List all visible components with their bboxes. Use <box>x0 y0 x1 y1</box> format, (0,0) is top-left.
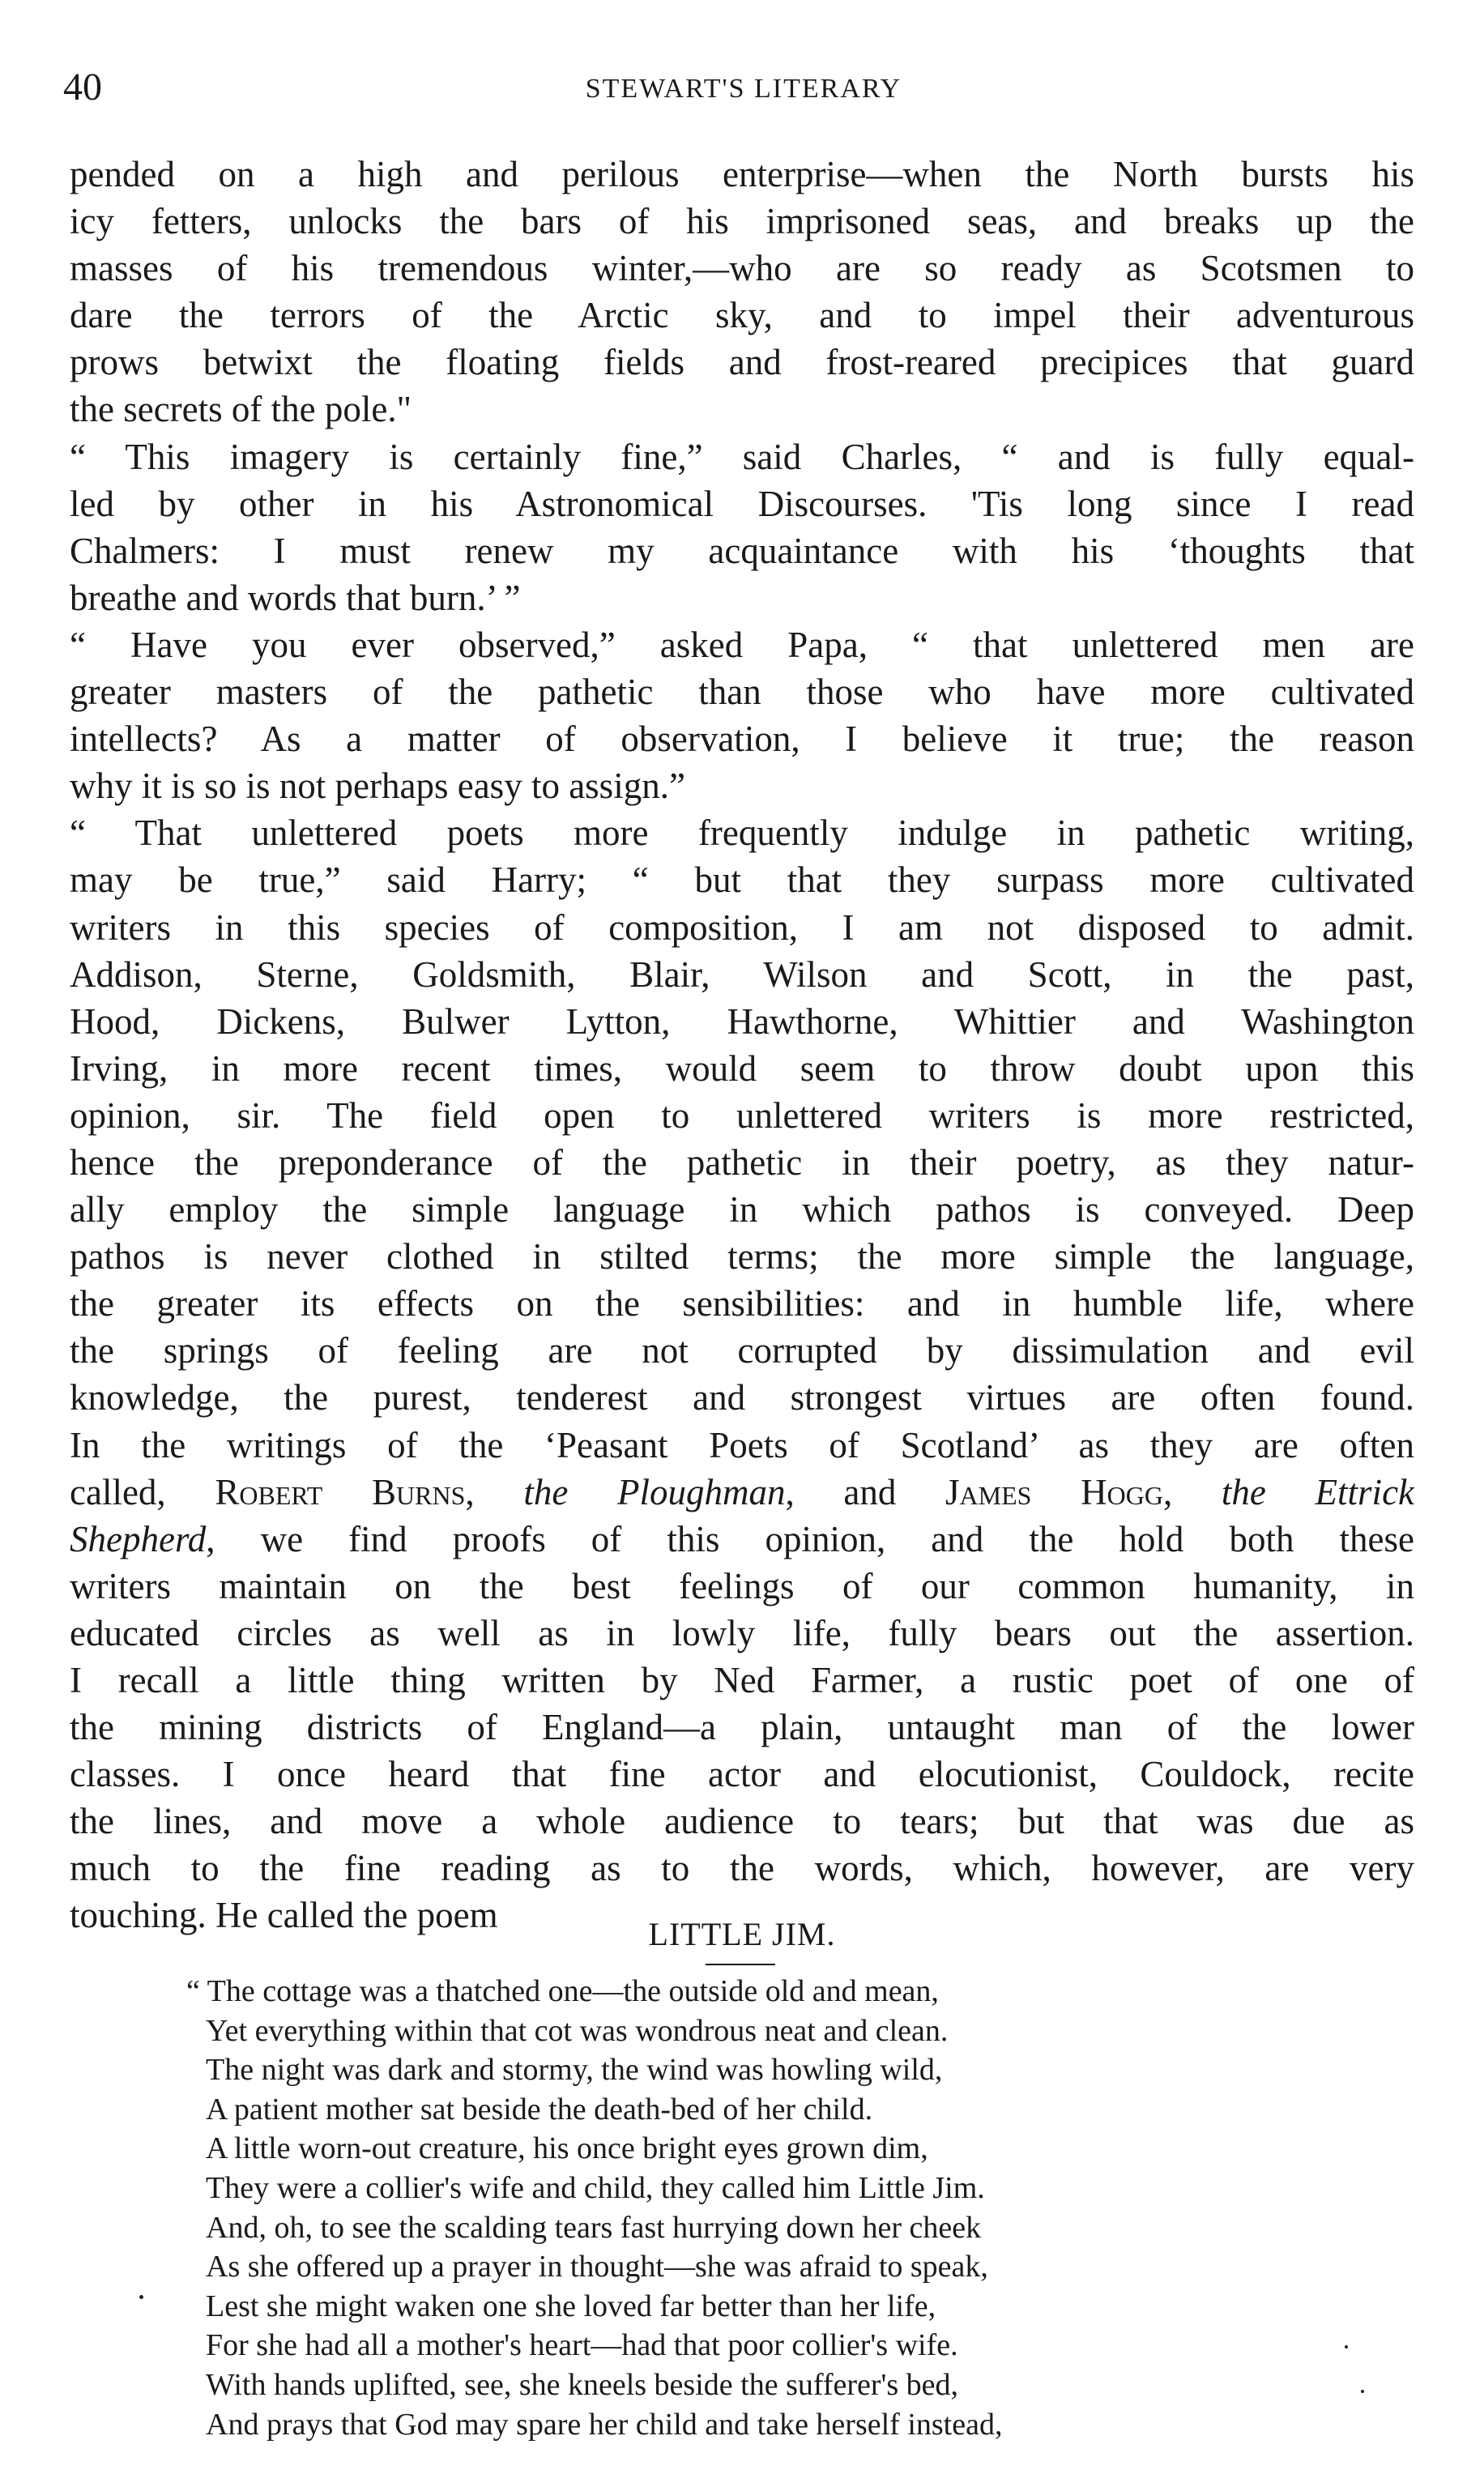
text-line: touching. He called the poem <box>70 1895 498 1936</box>
text-line: Shepherd, we find proofs of this opinion, and the hold both these <box>70 1518 1414 1559</box>
text-line: the greater its effects on the sensibilities: and in humble life, where <box>70 1283 1414 1325</box>
text-line: Hood, Dickens, Bulwer Lytton, Hawthorne, Whittier and Washington <box>70 1000 1414 1042</box>
text-line: “ Have you ever observed,” asked Papa, “ that unlettered men are <box>70 624 1414 665</box>
poem-line: With hands uplifted, see, she kneels beside the sufferer's bed, <box>206 2367 959 2402</box>
poem-line: As she offered up a prayer in thought—she was afraid to speak, <box>206 2250 988 2284</box>
poem-title: LITTLE JIM. <box>648 1916 836 1952</box>
running-head <box>63 63 1424 112</box>
text-line: Chalmers: I must renew my acquaintance with his ‘thoughts that <box>70 530 1414 571</box>
poem-line: A patient mother sat beside the death-bed of her child. <box>206 2092 873 2127</box>
text-line: may be true,” said Harry; “ but that they surpass more cultivated <box>70 860 1414 901</box>
poem-line: Lest she might waken one she loved far better than her life, <box>206 2289 936 2323</box>
text-line: prows betwixt the floating fields and frost-reared precipices that guard <box>70 342 1414 383</box>
text-line: why it is so is not perhaps easy to assign.” <box>70 766 685 807</box>
poem-body <box>186 1972 1361 2444</box>
text-line: dare the terrors of the Arctic sky, and to impel their adventurous <box>70 295 1414 336</box>
name-robert-burns: Robert Burns <box>215 1471 466 1512</box>
text-line: In the writings of the ‘Peasant Poets of Scotland’ as they are often <box>70 1424 1414 1465</box>
text-line: much to the fine reading as to the words, which, however, are very <box>70 1848 1414 1889</box>
ink-speck <box>139 2295 143 2299</box>
text-line: pathos is never clothed in stilted terms; the more simple the language, <box>70 1236 1414 1278</box>
text-line: called, Robert Burns, the Ploughman, and James Hogg, the Ettrick <box>70 1471 1414 1512</box>
text-line: the mining districts of England—a plain, untaught man of the lower <box>70 1707 1414 1748</box>
text-line: knowledge, the purest, tenderest and strongest virtues are often found. <box>70 1377 1414 1418</box>
text-line: opinion, sir. The field open to unlettered writers is more restricted, <box>70 1094 1414 1136</box>
text-line: “ That unlettered poets more frequently indulge in pathetic writing, <box>70 813 1414 854</box>
prose-body <box>70 151 1414 1939</box>
text-line: the secrets of the pole." <box>70 389 412 430</box>
text-line: I recall a little thing written by Ned Farmer, a rustic poet of one of <box>70 1660 1414 1700</box>
poem-line: Yet everything within that cot was wondrous neat and clean. <box>206 2013 949 2048</box>
text-line: breathe and words that burn.’ ” <box>70 577 521 618</box>
title-rule <box>706 1964 775 1965</box>
text-line: greater masters of the pathetic than those who have more cultivated <box>70 672 1414 713</box>
text-line: ally employ the simple language in which pathos is conveyed. Deep <box>70 1189 1414 1231</box>
text-line: “ This imagery is certainly fine,” said Charles, “ and is fully equal- <box>70 436 1414 477</box>
text-line: writers in this species of composition, I am not disposed to admit. <box>70 906 1414 948</box>
poem-line: And prays that God may spare her child and take herself instead, <box>206 2407 1003 2442</box>
text-line: icy fetters, unlocks the bars of his imprisoned seas, and breaks up the <box>70 201 1414 242</box>
text-line: pended on a high and perilous enterprise—when the North bursts his <box>70 154 1414 194</box>
text-line: Irving, in more recent times, would seem to throw doubt upon this <box>70 1047 1414 1089</box>
name-james-hogg: James Hogg <box>945 1471 1163 1512</box>
poem-line: For she had all a mother's heart—had that poor collier's wife. <box>206 2328 958 2363</box>
text-line: the lines, and move a whole audience to tears; but that was due as <box>70 1801 1414 1842</box>
text-line: hence the preponderance of the pathetic in their poetry, as they natur- <box>70 1141 1414 1183</box>
text-line: the springs of feeling are not corrupted by dissimulation and evil <box>70 1330 1414 1371</box>
poem-line: “ The cottage was a thatched one—the outside old and mean, <box>186 1974 939 2008</box>
poem-line: A little worn-out creature, his once bright eyes grown dim, <box>206 2131 928 2166</box>
ink-speck <box>1345 2345 1348 2348</box>
poem-line: And, oh, to see the scalding tears fast hurrying down her cheek <box>206 2210 982 2245</box>
text-line: masses of his tremendous winter,—who are so ready as Scotsmen to <box>70 248 1414 289</box>
text-line: educated circles as well as in lowly life, fully bears out the assertion. <box>70 1612 1414 1653</box>
text-line: Addison, Sterne, Goldsmith, Blair, Wilson and Scott, in the past, <box>70 953 1414 995</box>
page-number: 40 <box>63 66 102 109</box>
text-line: classes. I once heard that fine actor and elocutionist, Couldock, recite <box>70 1754 1414 1795</box>
text-line: writers maintain on the best feelings of our common humanity, in <box>70 1565 1414 1606</box>
text-line: intellects? As a matter of observation, I believe it true; the reason <box>70 719 1414 760</box>
running-title: STEWART'S LITERARY <box>585 74 902 104</box>
text-line: led by other in his Astronomical Discourses. 'Tis long since I read <box>70 483 1414 524</box>
poem-line: The night was dark and stormy, the wind was howling wild, <box>206 2053 943 2088</box>
ink-speck <box>1361 2390 1364 2393</box>
poem-line: They were a collier's wife and child, they called him Little Jim. <box>206 2170 985 2205</box>
